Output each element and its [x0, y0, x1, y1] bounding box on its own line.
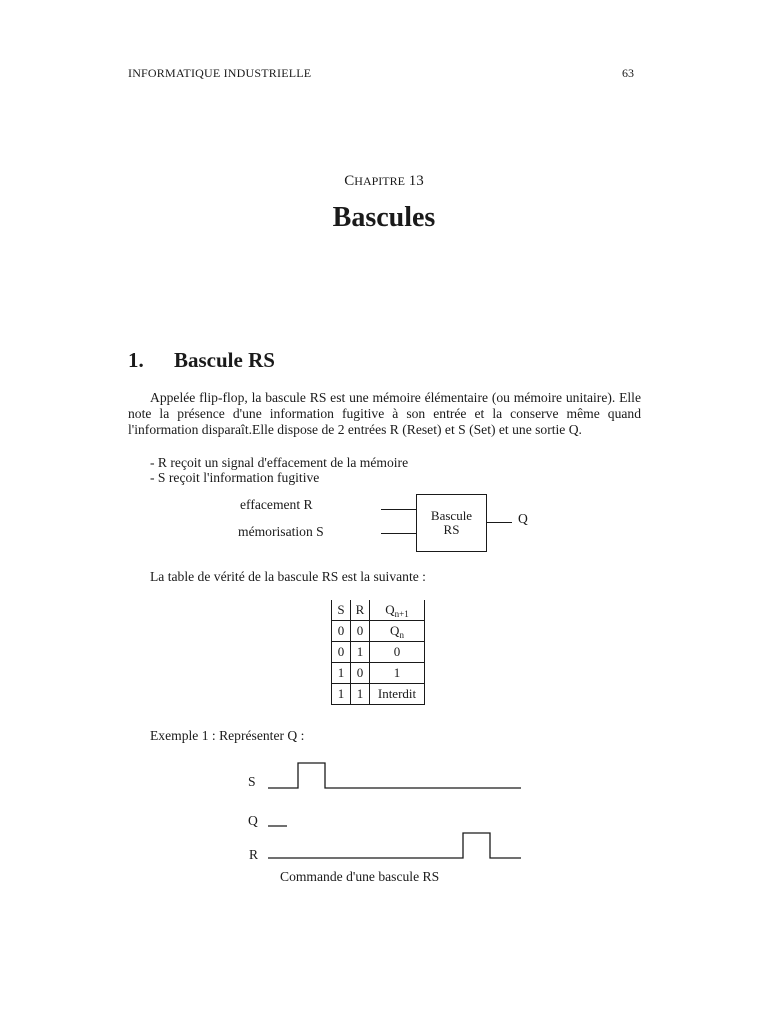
- header-s: S: [332, 600, 351, 621]
- header-q-sub: n+1: [394, 608, 409, 619]
- intro-text: Appelée flip-flop, la bascule RS est une mémoire élémentaire (ou mémoire unitaire). Elle note la présence d'une information fugitive à son entrée et la conserve même quand l'information disparaît.Elle dispose de 2 entrées R (Reset) et S (Set) et une sortie Q.: [128, 390, 641, 437]
- cell-r: 0: [351, 621, 370, 642]
- cell-s: 0: [332, 621, 351, 642]
- chapter-label-rest: HAPITRE: [354, 174, 405, 188]
- section-title: Bascule RS: [174, 348, 275, 372]
- waveform-s: [268, 763, 521, 788]
- cell-r: 1: [351, 684, 370, 705]
- truth-table-intro: La table de vérité de la bascule RS est la suivante :: [150, 569, 426, 584]
- section-number: 1.: [128, 348, 144, 372]
- header-r: R: [351, 600, 370, 621]
- cell-r: 1: [351, 642, 370, 663]
- input-s-label: mémorisation S: [238, 524, 324, 539]
- box-label-2: RS: [443, 522, 460, 537]
- signal-s-label: S: [248, 774, 256, 789]
- signal-q-label: Q: [248, 813, 258, 828]
- cell-r: 0: [351, 663, 370, 684]
- cell-q-main: Q: [390, 622, 400, 638]
- input-r-label: effacement R: [240, 497, 313, 512]
- waveform-r: [268, 833, 521, 858]
- cell-q: 1: [370, 663, 425, 684]
- bullet-reset: - R reçoit un signal d'effacement de la mémoire: [150, 455, 409, 470]
- chapter-number: 13: [408, 173, 424, 189]
- page-number: 63: [622, 66, 634, 80]
- figure-caption: Commande d'une bascule RS: [280, 869, 440, 884]
- box-label-1: Bascule: [430, 508, 473, 523]
- chapter-title: Bascules: [332, 202, 436, 233]
- cell-q: 0: [370, 642, 425, 663]
- cell-s: 1: [332, 684, 351, 705]
- cell-q: Interdit: [370, 684, 425, 705]
- chapter-label-initial: C: [344, 173, 355, 189]
- bullet-set: - S reçoit l'information fugitive: [150, 470, 320, 485]
- cell-s: 0: [332, 642, 351, 663]
- cell-q-sub: n: [399, 629, 404, 640]
- example-title: Exemple 1 : Représenter Q :: [150, 728, 305, 743]
- output-q-label: Q: [518, 511, 528, 526]
- running-header: INFORMATIQUE INDUSTRIELLE: [128, 66, 312, 80]
- signal-r-label: R: [249, 847, 259, 862]
- cell-s: 1: [332, 663, 351, 684]
- header-q-main: Q: [385, 601, 395, 617]
